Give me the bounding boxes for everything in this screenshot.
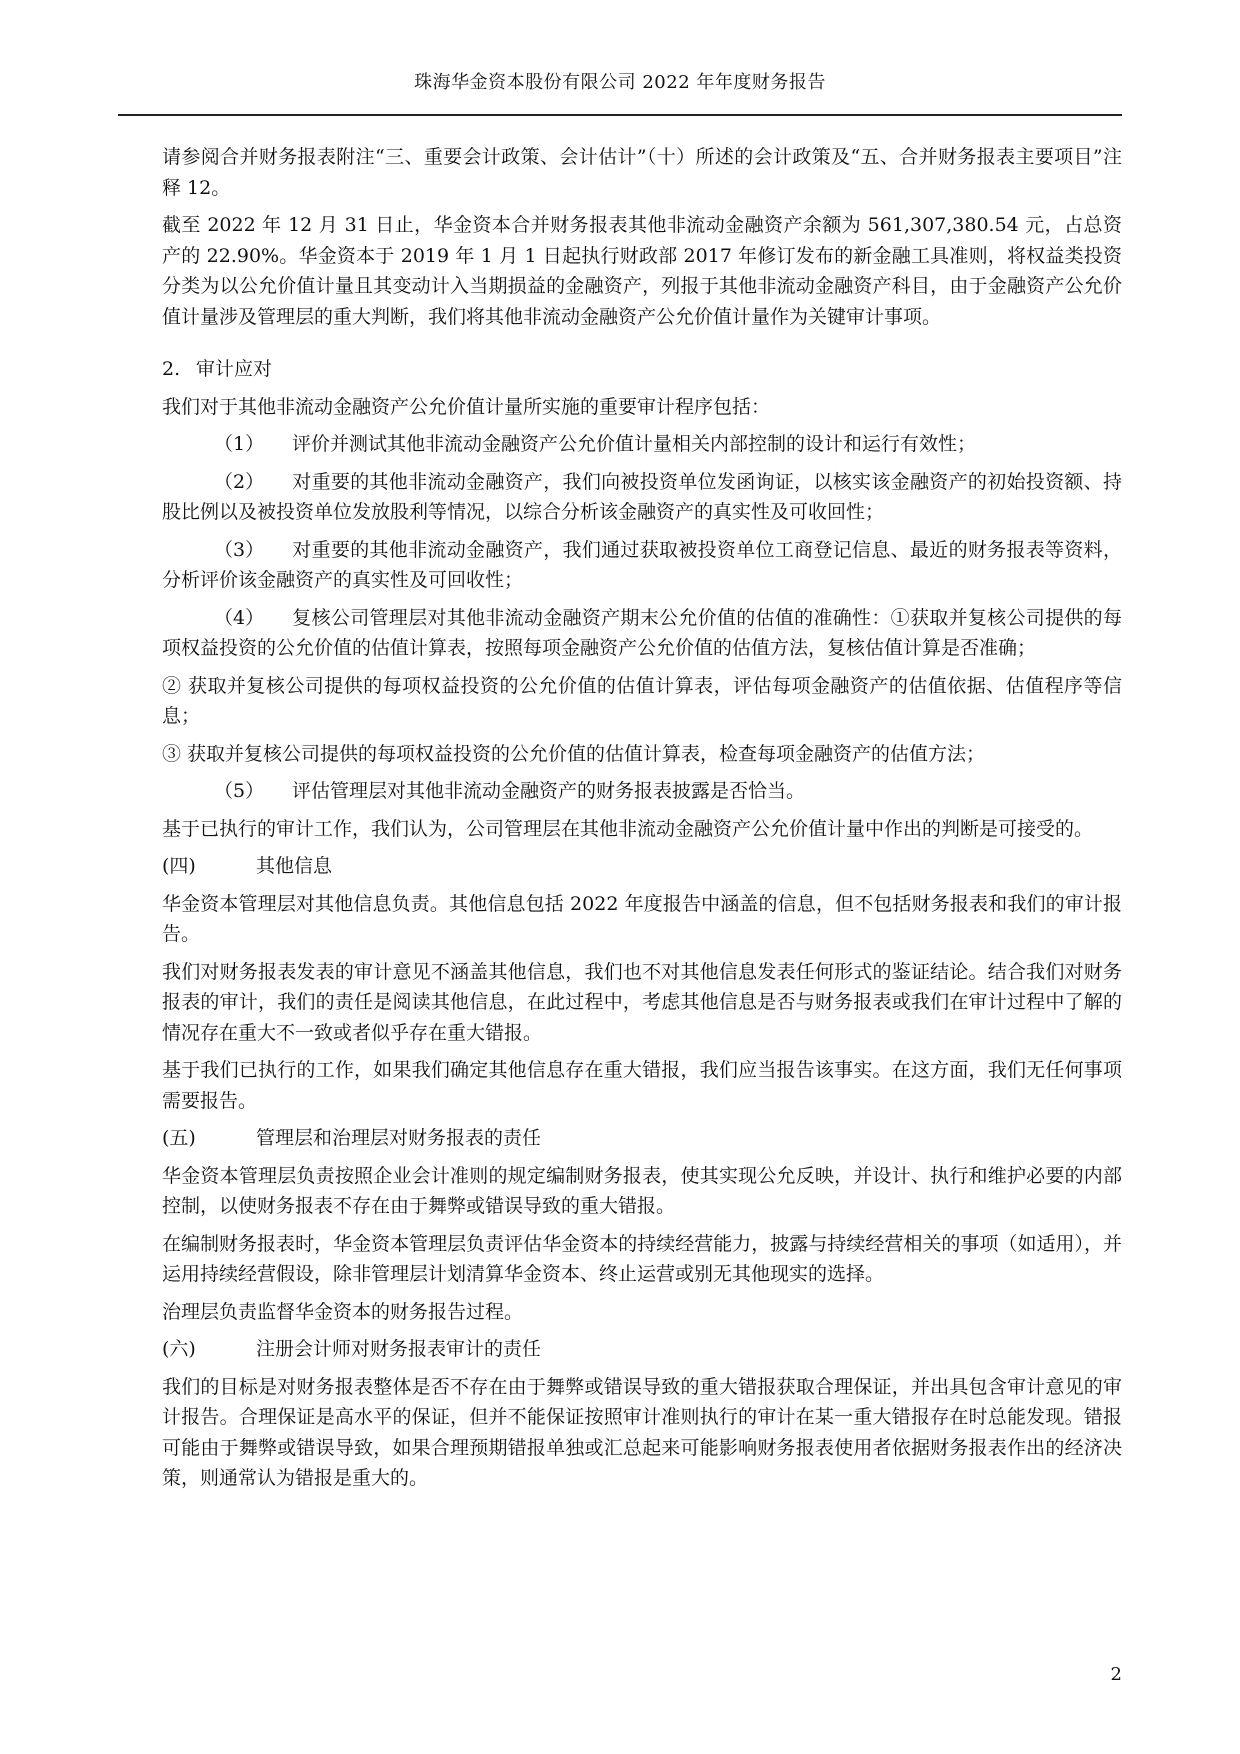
paragraph-conclusion: 基于已执行的审计工作，我们认为，公司管理层在其他非流动金融资产公允价值计量中作出的判断是可接受的。 [162, 817, 1094, 840]
procedure-item-1 [162, 429, 1122, 460]
item-text: 对重要的其他非流动金融资产，我们向被投资单位发函询证，以核实该金融资产的初始投资额、持股比例以及被投资单位发放股利等情况，以综合分析该金融资产的真实性及可收回性； [162, 470, 1122, 523]
section-heading-auditor-responsibility [162, 1334, 1122, 1365]
header-divider [118, 114, 1122, 116]
paragraph-other-info-responsibility: 华金资本管理层对其他信息负责。其他信息包括 2022 年度报告中涵盖的信息，但不包括财务报表和我们的审计报告。 [162, 892, 1122, 945]
paragraph-going-concern: 在编制财务报表时，华金资本管理层负责评估华金资本的持续经营能力，披露与持续经营相关的事项（如适用），并运用持续经营假设，除非管理层计划清算华金资本、终止运营或别无其他现实的选择。 [162, 1232, 1122, 1285]
item-text: 评估管理层对其他非流动金融资产的财务报表披露是否恰当。 [292, 780, 806, 802]
procedure-item-2 [162, 467, 1122, 528]
procedure-item-4-sub-3: ③ 获取并复核公司提供的每项权益投资的公允价值的估值计算表，检查每项金融资产的估值方法； [162, 742, 986, 765]
paragraph-key-audit-matter: 截至 2022 年 12 月 31 日止，华金资本合并财务报表其他非流动金融资产余额为 561,307,380.54 元，占总资产的 22.90%。华金资本于 2019 年 1 月 1 日起执行财政部 2017 年修订发布的新金融工具准则，将权益类投资分类为以公允价值计量且其变动计入当期损益的金融资产，列报于其他非流动金融资产科目，由于金融资产公允价值计量涉及管理层的重大判断，我们将其他非流动金融资产公允价值计量作为关键审计事项。 [162, 214, 1122, 328]
document-body [162, 142, 1122, 1501]
section-title: 其他信息 [256, 855, 333, 877]
item-text: 复核公司管理层对其他非流动金融资产期末公允价值的估值的准确性：①获取并复核公司提供的每项权益投资的公允价值的估值计算表，按照每项金融资产公允价值的估值方法，复核估值计算是否准确； [162, 606, 1122, 659]
item-number: （2） [214, 470, 265, 493]
procedure-item-4-sub-2: ② 获取并复核公司提供的每项权益投资的公允价值的估值计算表，评估每项金融资产的估值依据、估值程序等信息； [162, 674, 1122, 727]
section-number: (五) [162, 1127, 196, 1149]
paragraph-audit-objective: 我们的目标是对财务报表整体是否不存在由于舞弊或错误导致的重大错报获取合理保证，并出具包含审计意见的审计报告。合理保证是高水平的保证，但并不能保证按照审计准则执行的审计在某一重大错报存在时总能发现。错报可能由于舞弊或错误导致，如果合理预期错报单独或汇总起来可能影响财务报表使用者依据财务报表作出的经济决策，则通常认为错报是重大的。 [162, 1375, 1122, 1489]
page-number: 2 [1110, 1664, 1122, 1685]
procedure-item-3 [162, 535, 1122, 596]
section-heading-management-responsibility [162, 1123, 1122, 1154]
heading-text: 审计应对 [196, 358, 273, 380]
paragraph-management-preparation: 华金资本管理层负责按照企业会计准则的规定编制财务报表，使其实现公允反映，并设计、执行和维护必要的内部控制，以使财务报表不存在由于舞弊或错误导致的重大错报。 [162, 1164, 1122, 1217]
paragraph-other-info-report: 基于我们已执行的工作，如果我们确定其他信息存在重大错报，我们应当报告该事实。在这方面，我们无任何事项需要报告。 [162, 1059, 1122, 1112]
section-title: 注册会计师对财务报表审计的责任 [256, 1338, 542, 1360]
heading-audit-response [162, 354, 1122, 385]
item-text: 评价并测试其他非流动金融资产公允价值计量相关内部控制的设计和运行有效性； [292, 433, 977, 455]
paragraph-procedures-intro: 我们对于其他非流动金融资产公允价值计量所实施的重要审计程序包括： [162, 395, 771, 418]
paragraph-other-info-opinion: 我们对财务报表发表的审计意见不涵盖其他信息，我们也不对其他信息发表任何形式的鉴证结论。结合我们对财务报表的审计，我们的责任是阅读其他信息，在此过程中，考虑其他信息是否与财务报表或我们在审计过程中了解的情况存在重大不一致或者似乎存在重大错报。 [162, 960, 1122, 1044]
item-number: （4） [214, 606, 265, 629]
section-number: (六) [162, 1338, 196, 1360]
procedure-item-4 [162, 603, 1122, 664]
item-number: （3） [214, 538, 265, 561]
section-number: (四) [162, 855, 196, 877]
heading-number: 2. [162, 358, 181, 380]
section-title: 管理层和治理层对财务报表的责任 [256, 1127, 542, 1149]
paragraph-governance-oversight: 治理层负责监督华金资本的财务报告过程。 [162, 1300, 524, 1323]
procedure-item-5 [162, 776, 1122, 807]
page-header-title: 珠海华金资本股份有限公司 2022 年年度财务报告 [414, 72, 826, 93]
item-number: （5） [214, 780, 265, 802]
item-number: （1） [214, 433, 265, 455]
paragraph-policy-reference: 请参阅合并财务报表附注“三、重要会计政策、会计估计”（十）所述的会计政策及“五、合并财务报表主要项目”注释 12。 [162, 146, 1122, 199]
section-heading-other-information [162, 851, 1122, 882]
item-text: 对重要的其他非流动金融资产，我们通过获取被投资单位工商登记信息、最近的财务报表等资料，分析评价该金融资产的真实性及可回收性； [162, 538, 1122, 591]
